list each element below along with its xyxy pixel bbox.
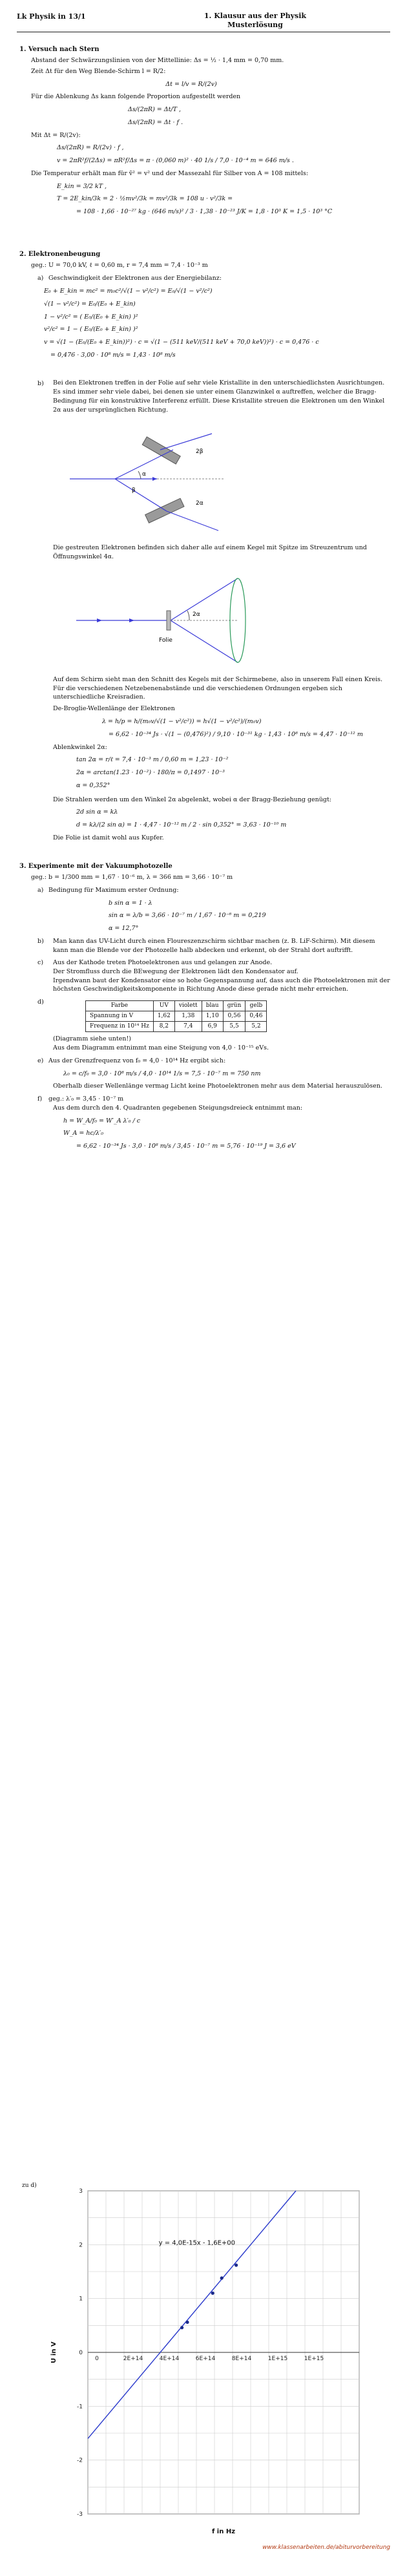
s2-a-eq-3: 1 − v²/c² = ( E₀/(E₀ + E_kin) )² bbox=[44, 313, 138, 321]
cone-figure bbox=[76, 565, 390, 675]
s2-given: geg.: U = 70,0 kV, ℓ = 0,60 m, r = 7,4 mm = 7,4 · 10⁻³ m bbox=[31, 262, 208, 269]
table-header-cell: violett bbox=[174, 1001, 202, 1011]
s3-a-text: Bedingung für Maximum erster Ordnung: bbox=[48, 886, 179, 894]
x-tick-label: 2E+14 bbox=[123, 2356, 143, 2362]
section-3-title: 3. Experimente mit der Vakuumphotozelle bbox=[19, 862, 172, 870]
s3-item-b bbox=[37, 937, 390, 955]
cone-label-2alpha: 2α bbox=[193, 611, 200, 618]
table-cell: 7,4 bbox=[174, 1022, 202, 1032]
table-row-label: Spannung in V bbox=[86, 1011, 154, 1022]
incident-arrow bbox=[152, 477, 157, 481]
bragg-diagram bbox=[70, 414, 238, 544]
section-2 bbox=[17, 250, 390, 843]
s1-line-3: Für die Ablenkung Δs kann folgende Proportion aufgestellt werden bbox=[31, 93, 241, 101]
cone-diagram bbox=[76, 565, 283, 675]
s3-e-text: Aus der Grenzfrequenz von f₀ = 4,0 · 10¹⁴ Hz ergibt sich: bbox=[48, 1057, 226, 1064]
s1-eq-2: Δs/(2πR) = Δt/T , bbox=[128, 106, 182, 114]
foil-label: Folie bbox=[159, 637, 172, 644]
data-point bbox=[220, 2276, 224, 2279]
s3-d-text: (Diagramm siehe unten!) bbox=[53, 1035, 131, 1043]
crystallite-lower bbox=[145, 499, 184, 523]
s1-line-1: Abstand der Schwärzungslinien von der Mittellinie: Δs = ½ · 1,4 mm = 0,70 mm. bbox=[31, 57, 284, 64]
table-cell: 5,5 bbox=[223, 1022, 245, 1032]
page-subtitle: Musterlösung bbox=[227, 20, 283, 29]
s3-d-text-2: Aus dem Diagramm entnimmt man eine Steigung von 4,0 · 10⁻¹⁵ eVs. bbox=[53, 1044, 269, 1052]
x-tick-label: 1E+15 bbox=[304, 2356, 324, 2362]
cone-ray-lower bbox=[171, 620, 238, 662]
table-cell: 5,2 bbox=[245, 1022, 267, 1032]
s2-a-eq-6: = 0,476 · 3,00 · 10⁸ m/s = 1,43 · 10⁸ m/s bbox=[50, 351, 176, 359]
bragg-figure bbox=[70, 414, 390, 544]
s2-a-label: a) bbox=[37, 275, 44, 282]
table-cell: 1,38 bbox=[174, 1011, 202, 1022]
x-tick-label: 8E+14 bbox=[231, 2356, 252, 2362]
s3-a-label: a) bbox=[37, 886, 44, 894]
table-header-cell: Farbe bbox=[86, 1001, 154, 1011]
s2-a-eq-1: E₀ + E_kin = mc² = m₀c²/√(1 − v²/c²) = E₀/√(1 − v²/c²) bbox=[44, 287, 213, 295]
data-point bbox=[185, 2321, 189, 2324]
data-point bbox=[211, 2292, 214, 2295]
scattered-beam-upper bbox=[160, 434, 212, 450]
s2-b-eq-5: α = 0,352° bbox=[76, 781, 110, 789]
cone-angle-arc bbox=[187, 611, 189, 620]
table-row bbox=[86, 1022, 267, 1032]
page-title: 1. Klausur aus der Physik bbox=[204, 12, 306, 20]
y-tick-label: 2 bbox=[79, 2242, 83, 2249]
s3-item-a bbox=[37, 886, 390, 933]
table-row-label: Frequenz in 10¹⁴ Hz bbox=[86, 1022, 154, 1032]
x-tick-label: 6E+14 bbox=[195, 2356, 216, 2362]
s2-b-eq-2: = 6,62 · 10⁻³⁴ Js · √(1 − (0,476)²) / 9,10 · 10⁻³¹ kg · 1,43 · 10⁸ m/s = 4,47 · 10⁻¹² m bbox=[109, 730, 363, 738]
s2-item-a bbox=[37, 274, 390, 359]
s3-a-eq-1: b sin α = 1 · λ bbox=[109, 899, 152, 907]
s1-eq-8: = 108 · 1,66 · 10⁻²⁷ kg · (646 m/s)² / 3 · 1,38 · 10⁻²³ J/K = 1,8 · 10³ K = 1,5 · 10³ °C bbox=[76, 208, 333, 216]
angle-arc-alpha bbox=[138, 471, 141, 479]
label-alpha: α bbox=[142, 471, 146, 478]
table-header-row bbox=[86, 1001, 267, 1011]
s3-e-text-2: Oberhalb dieser Wellenlänge vermag Licht keine Photoelektronen mehr aus dem Material herauszulösen. bbox=[53, 1082, 382, 1090]
s2-b-text: Bei den Elektronen treffen in der Folie auf sehr viele Kristallite in den unterschiedlichsten Ausrichtungen. Es sind immer sehr viele dabei, bei denen sie unter einem Glanzwinkel α auftreffen, welcher die Bragg-Bedingung für ein konstruktive Interferenz erfüllt. Diese Kristallite streuen die Elektronen um den Winkel 2α aus der ursprünglichen Richtung. bbox=[53, 379, 385, 414]
s1-eq-3: Δs/(2πR) = Δt · f . bbox=[128, 118, 183, 126]
section-1-title: 1. Versuch nach Stern bbox=[19, 45, 99, 53]
table-cell: 1,62 bbox=[153, 1011, 174, 1022]
s3-item-f bbox=[37, 1095, 390, 1151]
s3-d-label: d) bbox=[37, 998, 44, 1006]
y-tick-label: -3 bbox=[77, 2511, 83, 2518]
s1-eq-7: T = 2E_kin/3k = 2 · ½mv²/3k = mv²/3k = 108 u · v²/3k = bbox=[57, 195, 233, 203]
s2-b-eq-4: 2α = arctan(1.23 · 10⁻²) · 180/π = 0,1497 · 10⁻³ bbox=[76, 769, 225, 777]
data-point bbox=[180, 2326, 183, 2329]
x-tick-label: 0 bbox=[95, 2356, 99, 2362]
scattered-beam-lower bbox=[167, 511, 218, 531]
course-label: Lk Physik in 13/1 bbox=[17, 12, 86, 21]
s3-c-label: c) bbox=[37, 959, 44, 967]
measurement-table bbox=[85, 1000, 267, 1032]
label-2alpha: 2α bbox=[196, 500, 204, 507]
label-beta: β bbox=[132, 487, 136, 494]
y-tick-label: -1 bbox=[77, 2403, 83, 2411]
s3-item-e bbox=[37, 1057, 390, 1091]
s3-f-eq-1: h = W_A/f₀ = W′_A λ′₀ / c bbox=[63, 1117, 141, 1124]
x-axis-label: f in Hz bbox=[211, 2528, 236, 2535]
x-tick-label: 4E+14 bbox=[159, 2356, 180, 2362]
section-3 bbox=[17, 862, 390, 1151]
s3-f-text: Aus dem durch den 4. Quadranten gegebenen Steigungsdreieck entnimmt man: bbox=[53, 1104, 303, 1112]
s2-b-eq-6: 2d sin α = kλ bbox=[76, 808, 118, 816]
s3-e-eq: λ₀ = c/f₀ = 3,0 · 10⁸ m/s / 4,0 · 10¹⁴ 1/s = 7,5 · 10⁻⁷ m = 750 nm bbox=[63, 1070, 261, 1077]
s3-item-c bbox=[37, 958, 390, 994]
s2-a-eq-5: v = √(1 − (E₀/(E₀ + E_kin))²) · c = √(1 − (511 keV/(511 keV + 70,0 keV))²) · c = 0,476 · c bbox=[44, 339, 319, 346]
crystallite-upper bbox=[142, 437, 180, 464]
y-tick-label: -2 bbox=[77, 2457, 83, 2464]
s1-eq-6: E_kin = 3/2 kT , bbox=[57, 182, 107, 190]
s2-b-text-7: Die Folie ist damit wohl aus Kupfer. bbox=[53, 834, 164, 841]
table-cell: 0,56 bbox=[223, 1011, 245, 1022]
s3-e-label: e) bbox=[37, 1057, 44, 1064]
s3-f-eq-2: W_A = hc/λ′₀ bbox=[63, 1130, 104, 1137]
s2-b-label: b) bbox=[37, 379, 44, 387]
s3-f-label: f) bbox=[37, 1095, 43, 1103]
foil-rect bbox=[167, 611, 171, 630]
y-tick-label: 3 bbox=[79, 2188, 83, 2195]
beam-arrow-1 bbox=[97, 618, 102, 622]
s2-b-text-6: Die Strahlen werden um den Winkel 2α abgelenkt, wobei α der Bragg-Beziehung genügt: bbox=[53, 796, 332, 803]
s3-a-eq-3: α = 12,7° bbox=[109, 925, 139, 933]
section-1 bbox=[17, 45, 390, 216]
s3-f-eq-3: = 6,62 · 10⁻³⁴ Js · 3,0 · 10⁸ m/s / 3,45 · 10⁻⁷ m = 5,76 · 10⁻¹⁹ J = 3,6 eV bbox=[76, 1143, 296, 1150]
x-tick-label: 1E+15 bbox=[267, 2356, 288, 2362]
section-1-body bbox=[31, 56, 390, 216]
chart-label: zu d) bbox=[22, 2182, 37, 2189]
s3-item-d bbox=[37, 998, 390, 1035]
s2-b-eq-3: tan 2α = r/ℓ = 7,4 · 10⁻³ m / 0,60 m = 1,23 · 10⁻² bbox=[76, 756, 229, 764]
section-3-body bbox=[31, 873, 390, 1151]
s3-f-given: geg.: λ′₀ = 3,45 · 10⁻⁷ m bbox=[48, 1095, 124, 1103]
s2-b-text-4: De-Broglie-Wellenlänge der Elektronen bbox=[53, 705, 175, 713]
table-header-cell: grün bbox=[223, 1001, 245, 1011]
chart-container bbox=[17, 2178, 398, 2540]
s3-c-text: Aus der Kathode treten Photoelektronen aus und gelangen zur Anode. bbox=[53, 959, 273, 967]
s2-b-text-2: Die gestreuten Elektronen befinden sich daher alle auf einem Kegel mit Spitze im Streuzentrum und Öffnungswinkel 4α. bbox=[53, 544, 367, 561]
footer-link[interactable]: www.klassenarbeiten.de/abiturvorbereitung bbox=[262, 2544, 390, 2551]
section-2-title: 2. Elektronenbeugung bbox=[19, 250, 101, 258]
cone-ray-upper bbox=[171, 578, 238, 620]
table-cell: 8,2 bbox=[153, 1022, 174, 1032]
s2-b-eq-7: d = kλ/(2 sin α) = 1 · 4,47 · 10⁻¹² m / 2 · sin 0,352° = 3,63 · 10⁻¹⁰ m bbox=[76, 821, 287, 829]
data-point bbox=[235, 2263, 238, 2266]
s2-item-b bbox=[37, 379, 390, 843]
y-tick-label: 1 bbox=[79, 2296, 83, 2303]
y-axis-label: U in V bbox=[50, 2341, 57, 2363]
s3-a-eq-2: sin α = λ/b = 3,66 · 10⁻⁷ m / 1,67 · 10⁻⁶ m = 0,219 bbox=[109, 912, 266, 920]
label-2beta: 2β bbox=[196, 449, 204, 456]
s1-line-2: Zeit Δt für den Weg Blende-Schirm l = R/2: bbox=[31, 67, 166, 75]
s3-given: geg.: b = 1/300 mm = 1,67 · 10⁻⁶ m, λ = 366 nm = 3,66 · 10⁻⁷ m bbox=[31, 874, 233, 882]
table-cell: 1,10 bbox=[202, 1011, 223, 1022]
s1-line-5: Die Temperatur erhält man für v̄² = v² und der Massezahl für Silber von A = 108 mittels: bbox=[31, 169, 309, 177]
s1-line-4: Mit Δt = R/(2v): bbox=[31, 131, 81, 139]
table-header-cell: blau bbox=[202, 1001, 223, 1011]
table-row bbox=[86, 1011, 267, 1022]
s2-a-eq-4: v²/c² = 1 − ( E₀/(E₀ + E_kin) )² bbox=[44, 326, 138, 333]
s3-c-text-2: Der Stromfluss durch die BEwegung der Elektronen lädt den Kondensator auf. bbox=[53, 967, 298, 975]
voltage-frequency-chart bbox=[17, 2178, 398, 2540]
page-title-block bbox=[204, 12, 306, 30]
s1-eq-4: Δs/(2πR) = R/(2v) · f , bbox=[57, 144, 124, 152]
s1-eq-1: Δt = l/v = R/(2v) bbox=[165, 80, 217, 88]
beam-arrow-2 bbox=[129, 618, 134, 622]
s2-a-text: Geschwindigkeit der Elektronen aus der Energiebilanz: bbox=[48, 275, 222, 282]
s1-eq-5: v = 2πR²f/(2Δs) = πR²f/Δs = π · (0,060 m)² · 40 1/s / 7,0 · 10⁻⁴ m = 646 m/s . bbox=[57, 157, 294, 165]
table-cell: 6,9 bbox=[202, 1022, 223, 1032]
y-tick-label: 0 bbox=[79, 2350, 83, 2356]
s2-b-text-3: Auf dem Schirm sieht man den Schnitt des Kegels mit der Schirmebene, also in unserem Fall einen Kreis. Für die verschiedenen Netzebenenabstände und die verschiedenen Ordnungen ergeben sich unterschiedliche Kreisradien. bbox=[53, 675, 383, 701]
table-cell: 0,46 bbox=[245, 1011, 267, 1022]
s3-c-text-3: Irgendwann baut der Kondensator eine so hohe Gegenspannung auf, dass auch die Photoelektronen mit der höchsten Geschwindigkeitskomponente in Richtung Anode diese gerade nicht mehr erreichen. bbox=[53, 977, 390, 993]
table-header-cell: UV bbox=[153, 1001, 174, 1011]
table-header-cell: gelb bbox=[245, 1001, 267, 1011]
reflected-beam-lower bbox=[115, 479, 167, 511]
page-header bbox=[17, 12, 390, 32]
s3-b-label: b) bbox=[37, 937, 44, 945]
s2-b-eq-1: λ = h/p = h/(m₀v/√(1 − v²/c²)) = h√(1 − v²/c²)/(m₀v) bbox=[102, 718, 262, 725]
s2-a-eq-2: √(1 − v²/c²) = E₀/(E₀ + E_kin) bbox=[44, 300, 136, 308]
s3-b-text: Man kann das UV-Licht durch einen Floureszenzschirm sichtbar machen (z. B. LiF-Schirm). Mit diesem kann man die Blende vor der Photozelle halb abdecken und erkennt, ob der Strahl dort auftrifft. bbox=[53, 937, 375, 954]
fit-equation-label: y = 4,0E-15x - 1,6E+00 bbox=[158, 2239, 236, 2247]
section-2-body bbox=[31, 261, 390, 842]
s2-b-text-5: Ablenkwinkel 2α: bbox=[53, 743, 107, 751]
